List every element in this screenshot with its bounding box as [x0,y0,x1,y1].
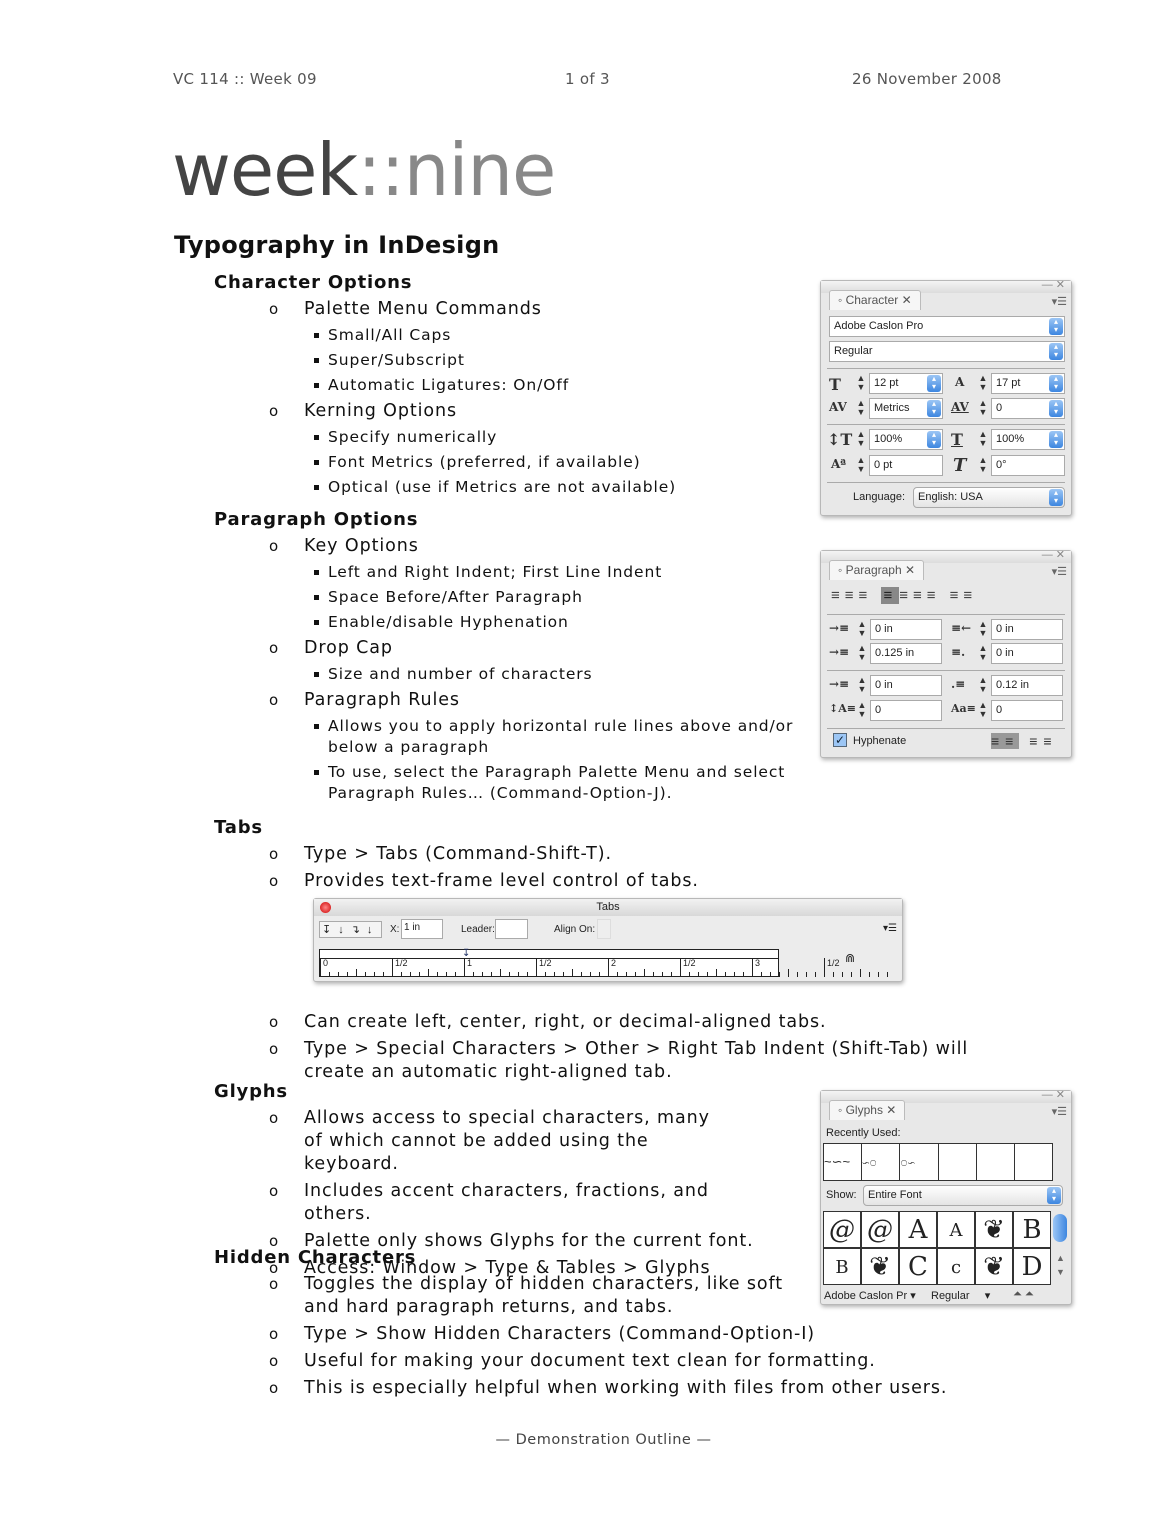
ruler-tick [473,972,474,977]
title-part1: week [172,128,358,212]
vertical-scale-field[interactable]: 100% ▴ ▾ [869,429,943,450]
title-part2: nine [403,128,556,212]
stepper[interactable]: ▲ ▼ [978,619,988,638]
ruler-tick [347,972,348,977]
recently-used-label: Recently Used: [826,1127,901,1139]
font-value: Adobe Caslon Pro [834,320,924,332]
palette-window-controls[interactable]: — ✕ [1041,1089,1065,1101]
space-before-icon: →≡ [829,677,850,691]
leading-field[interactable]: 17 pt ▴ ▾ [991,373,1065,394]
glyph-cell[interactable]: ❦ [861,1248,899,1285]
ruler-tick [401,972,402,977]
ruler-tick [860,969,861,977]
ruler-tick [797,972,798,977]
sub-list-item: Space Before/After Paragraph [214,587,804,608]
stepper[interactable]: ▲ ▼ [856,398,866,417]
sub-list-item: Small/All Caps [214,325,814,346]
palette-menu-icon[interactable]: ▾☰ [1051,296,1067,308]
ruler-tick [563,972,564,977]
stepper[interactable]: ▲ ▼ [857,619,867,638]
sub-list-item: Allows you to apply horizontal rule lines above and/or below a paragraph [214,716,804,758]
drop-cap-lines-icon: ↕A≡ [829,702,856,715]
ruler-label: 1 [464,958,472,977]
ruler-tick [617,972,618,977]
ruler-tick [689,972,690,977]
list-item: o Allows access to special characters, many of which cannot be added using the keyboard. [214,1107,734,1176]
drop-cap-chars-icon: Aa≡ [951,702,976,715]
stepper[interactable]: ▲ ▼ [978,643,988,662]
palette-menu-icon[interactable]: ▾☰ [1051,1106,1067,1118]
font-style-select[interactable]: Regular ▴ ▾ [829,341,1065,362]
space-after-field[interactable]: 0.12 in [991,675,1063,696]
ruler-label: 0 [320,958,328,977]
list-item: o Access: Window > Type & Tables > Glyphs [214,1257,774,1280]
ruler-tick [770,972,771,977]
ruler-tick [644,969,645,977]
left-indent-field[interactable]: 0 in [870,619,942,640]
style-value: Regular [834,345,873,357]
palette-menu-icon[interactable]: ▾☰ [883,923,897,934]
list-item: o Drop Cap [214,637,804,660]
sub-list-item: Left and Right Indent; First Line Indent [214,562,804,583]
stepper[interactable]: ▲ ▼ [857,643,867,662]
list-item: o Includes accent characters, fractions, and others. [214,1180,774,1226]
alignment-buttons[interactable]: ≡≡≡ ≡ ≡≡≡ ≡≡ [831,587,978,604]
ruler-tick [815,972,816,977]
sub-list-item: Super/Subscript [214,350,814,371]
list-item: o This is especially helpful when working with files from other users. [214,1377,974,1400]
ruler-tick [581,972,582,977]
hyphenate-checkbox[interactable]: ✓ [834,733,846,747]
list-item: o Key Options [214,535,804,558]
horizontal-scale-field[interactable]: 100% ▴ ▾ [991,429,1065,450]
ruler-tick [869,972,870,977]
ruler-tick [590,972,591,977]
recent-glyphs[interactable]: ~∽~ ∽೦ ೦∽ [823,1143,1053,1181]
ruler-tick [671,972,672,977]
sub-list-item: Size and number of characters [214,664,804,685]
tab-label: Paragraph [845,563,902,577]
sub-list-item: Specify numerically [214,427,814,448]
tracking-field[interactable]: 0 ▴ ▾ [991,398,1065,419]
character-palette [820,280,1072,516]
leader-field[interactable] [495,919,528,939]
zoom-icons[interactable]: ⏶ ⏶ [1013,1288,1034,1300]
kerning-icon: AV [829,400,847,414]
ruler-tick [878,972,879,977]
header-page: 1 of 3 [565,70,610,88]
glyphs-palette [820,1090,1072,1305]
show-select[interactable]: Entire Font ▴ ▾ [863,1185,1063,1206]
glyph-cell[interactable]: B [1013,1211,1051,1248]
ruler-tick [554,972,555,977]
right-indent-field[interactable]: 0 in [991,619,1063,640]
glyph-cell[interactable]: C [899,1248,937,1285]
footer: — Demonstration Outline — [495,1432,712,1448]
ruler-tick [446,972,447,977]
title-separator: :: [357,128,404,212]
ruler-label: 3 [752,958,760,977]
tabs-titlebar[interactable] [314,899,902,916]
ruler-tick [833,972,834,977]
tab-paragraph[interactable]: ◦ Paragraph ✕ [829,560,924,580]
sub-list-item: Automatic Ligatures: On/Off [214,375,814,396]
last-line-indent-field[interactable]: 0 in [991,643,1063,664]
ruler-tick [500,969,501,977]
ruler-tick [356,969,357,977]
skew-field[interactable]: 0° [991,455,1065,476]
sub-list-item: Font Metrics (preferred, if available) [214,452,814,473]
list-item: o Type > Special Characters > Other > Right Tab Indent (Shift-Tab) will create an automatic right-aligned tab. [214,1038,1014,1084]
leader-label: Leader: [461,924,495,935]
list-item: o Type > Show Hidden Characters (Command-Option-I) [214,1323,974,1346]
glyph-cell[interactable]: ❦ [975,1211,1013,1248]
glyph-cell[interactable]: @ [823,1211,861,1248]
glyph-cell[interactable]: ❦ [975,1248,1013,1285]
stepper[interactable]: ▲ ▼ [978,675,988,694]
space-before-field[interactable]: 0 in [870,675,942,696]
glyph-cell[interactable]: A [937,1211,975,1248]
first-line-indent-icon: →≡ [829,645,850,659]
list-item: o Can create left, center, right, or decimal-aligned tabs. [214,1011,1014,1034]
glyph-cell[interactable]: B [823,1248,861,1285]
ruler-tick [599,972,600,977]
palette-window-controls[interactable]: — ✕ [1041,279,1065,291]
ruler-tick [518,972,519,977]
drop-cap-lines-field[interactable]: 0 [870,700,942,721]
position-above-frame-icon[interactable]: ⋒ [845,951,856,965]
ruler-tick [662,972,663,977]
palette-window-controls[interactable]: — ✕ [1041,549,1065,561]
language-select[interactable]: English: USA ▴ ▾ [913,487,1065,508]
ruler-tick [482,972,483,977]
tabs-title: Tabs [596,901,620,913]
header-course: VC 114 :: Week 09 [173,70,317,88]
tab-label: Glyphs [845,1103,883,1117]
ruler-tick [491,972,492,977]
show-label: Show: [826,1189,857,1201]
stepper[interactable]: ▲ ▼ [978,700,988,719]
stepper[interactable]: ▲ ▼ [857,675,867,694]
leading-icon: A [955,375,965,389]
last-line-indent-icon: ≡. [951,645,966,659]
drop-cap-chars-field[interactable]: 0 [991,700,1063,721]
ruler-label: 1/2 [824,958,840,977]
glyph-cell[interactable]: D [1013,1248,1051,1285]
stepper[interactable]: ▲ ▼ [857,700,867,719]
ruler-tick [806,972,807,977]
kerning-field[interactable]: Metrics ▴ ▾ [869,398,943,419]
horizontal-scale-icon: T [951,430,963,449]
section-paragraph-options [214,509,804,804]
ruler-tick [761,972,762,977]
ruler-tick [779,972,780,977]
tab-position-field[interactable]: 1 in [401,919,443,939]
font-size-icon: T [829,375,841,394]
list-item: o Palette Menu Commands [214,298,814,321]
tab-character[interactable]: ◦ Character ✕ [829,290,921,310]
x-label: X: [390,924,400,935]
list-item: o Paragraph Rules [214,689,804,712]
font-select[interactable]: Adobe Caslon Pr ▾ [824,1290,916,1302]
ruler-label: 1/2 [680,958,696,977]
stepper[interactable]: ▲ ▼ [978,398,988,417]
sub-list-item: Optical (use if Metrics are not available) [214,477,814,498]
first-line-indent-field[interactable]: 0.125 in [870,643,942,664]
scroll-arrows[interactable]: ▲ ▼ [1056,1253,1065,1277]
ruler-tick [707,972,708,977]
ruler-tick [428,969,429,977]
subsection-heading: Paragraph Options [214,509,419,530]
ruler-tick [509,972,510,977]
ruler-tick [626,972,627,977]
left-indent-icon: →≡ [829,621,850,635]
header-date: 26 November 2008 [852,70,1002,88]
ruler-tick [410,972,411,977]
list-item: o Provides text-frame level control of tabs. [214,870,1014,893]
subsection-heading: Tabs [214,817,263,838]
baseline-shift-field[interactable]: 0 pt [869,455,943,476]
right-indent-icon: ≡← [951,621,972,635]
stepper[interactable]: ▲ ▼ [856,455,866,474]
ruler-tick [383,972,384,977]
ruler-tick [329,972,330,977]
stepper[interactable]: ▲ ▼ [978,429,988,448]
subsection-heading: Hidden Characters [214,1247,417,1268]
tab-label: Character [845,293,899,307]
ruler-tick [698,972,699,977]
baseline-shift-icon: Aª [831,457,847,471]
font-family-select[interactable]: Adobe Caslon Pro ▴ ▾ [829,316,1065,337]
section-heading: Typography in InDesign [174,231,500,259]
ruler-label: 1/2 [392,958,408,977]
tracking-icon: AV [951,400,969,414]
stepper[interactable]: ▲ ▼ [978,455,988,474]
vertical-scale-icon: ↕T [827,430,853,449]
style-select[interactable]: Regular ▾ [931,1290,991,1302]
ruler-tick [527,972,528,977]
ruler-tick [437,972,438,977]
close-icon[interactable] [320,902,331,913]
sub-list-item: To use, select the Paragraph Palette Menu and select Paragraph Rules… (Command-Option-J). [214,762,804,804]
list-item: o Palette only shows Glyphs for the current font. [214,1230,774,1253]
list-item: o Toggles the display of hidden characters, like soft and hard paragraph returns, and tabs. [214,1273,789,1319]
ruler-tick [635,972,636,977]
skew-icon: T [953,455,967,476]
tab-marker[interactable]: ↧ [462,948,471,959]
tabs-palette [313,898,903,982]
list-item: o Kerning Options [214,400,814,423]
ruler-tick [545,972,546,977]
ruler-tick [743,972,744,977]
list-item: o Type > Tabs (Command-Shift-T). [214,843,1014,866]
section-character-options [214,272,814,498]
sub-list-item: Enable/disable Hyphenation [214,612,804,633]
paragraph-palette [820,550,1072,758]
glyph-cell[interactable]: @ [861,1211,899,1248]
space-after-icon: .≡ [951,677,966,691]
ruler-label: 2 [608,958,616,977]
ruler-label: 1/2 [536,958,552,977]
font-size-field[interactable]: 12 pt ▴ ▾ [869,373,943,394]
ruler-tick [851,972,852,977]
subsection-heading: Character Options [214,272,413,293]
ruler-tick [419,972,420,977]
ruler-tick [653,972,654,977]
stepper[interactable]: ▲ ▼ [856,373,866,392]
align-on-field [597,919,611,939]
glyph-scrollbar[interactable] [1053,1214,1067,1242]
tab-glyphs[interactable]: ◦ Glyphs ✕ [829,1100,905,1120]
ruler-tick [365,972,366,977]
glyph-cell[interactable]: A [899,1211,937,1248]
stepper[interactable]: ▲ ▼ [856,429,866,448]
ruler-tick [734,972,735,977]
hyphenate-label: Hyphenate [853,735,907,747]
ruler-tick [887,972,888,977]
tab-alignment-buttons[interactable]: ↧↓↴↓ [319,921,382,938]
tab-ruler[interactable] [319,948,840,977]
stepper[interactable]: ▲ ▼ [978,373,988,392]
language-label: Language: [853,491,905,503]
ruler-tick [725,972,726,977]
ruler-tick [338,972,339,977]
glyph-cell[interactable]: c [937,1248,975,1285]
composer-buttons[interactable]: ≡≡ ≡≡ [991,733,1058,749]
ruler-tick [842,972,843,977]
palette-menu-icon[interactable]: ▾☰ [1051,566,1067,578]
align-on-label: Align On: [554,924,596,935]
ruler-tick [374,972,375,977]
page-title [172,128,555,212]
ruler-tick [716,969,717,977]
list-item: o Useful for making your document text clean for formatting. [214,1350,974,1373]
ruler-tick [572,969,573,977]
ruler-tick [455,972,456,977]
ruler-tick [788,969,789,977]
subsection-heading: Glyphs [214,1081,288,1102]
